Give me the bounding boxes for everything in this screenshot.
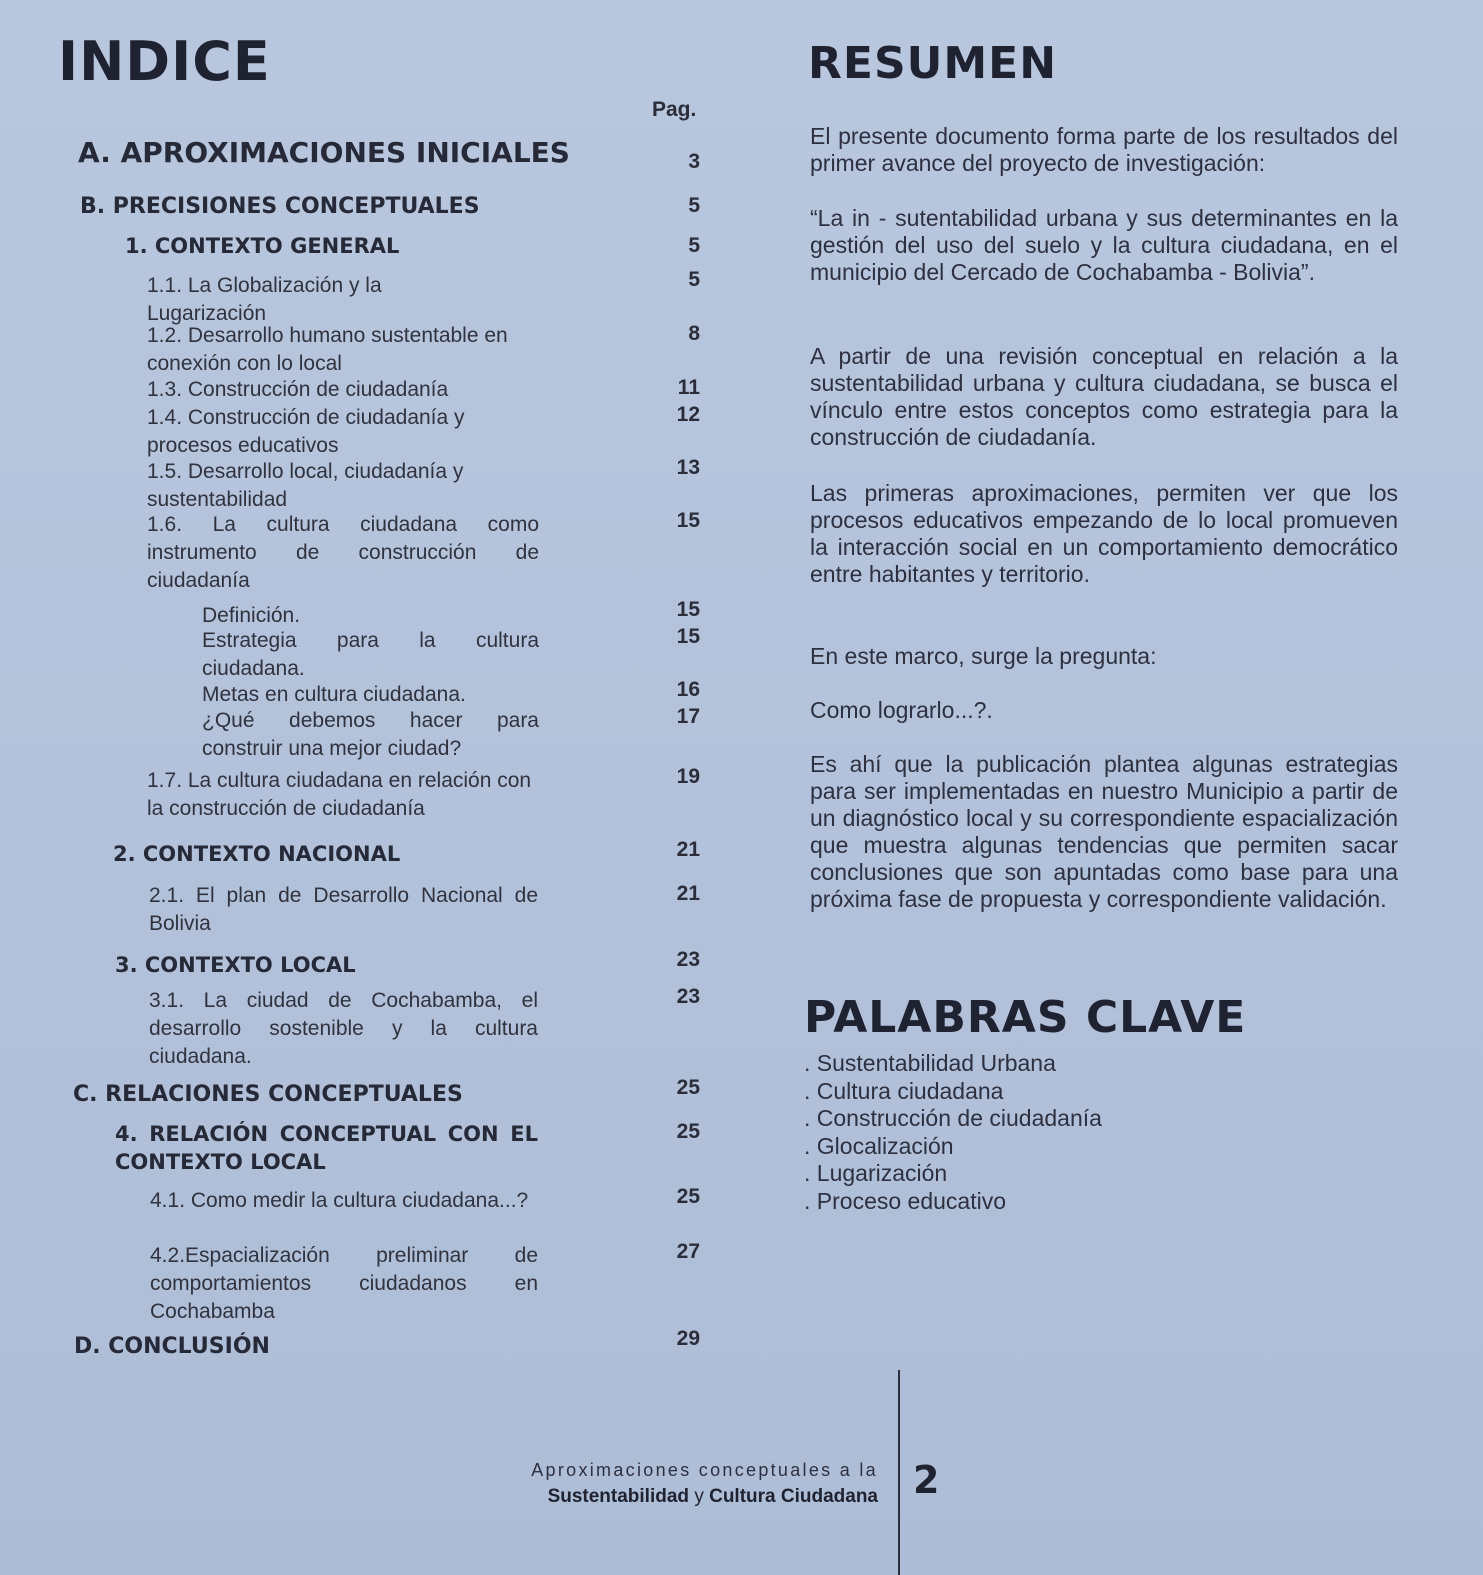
toc-entry-page: 21 [676, 882, 700, 905]
toc-entry-page: 5 [688, 268, 700, 291]
resumen-paragraph: En este marco, surge la pregunta: [810, 643, 1157, 669]
resumen-paragraph: Las primeras aproximaciones, permiten ver que los procesos educativos empezando de lo local promueven la interacción social en un comportamiento democrático entre habitantes y territorio. [810, 480, 1398, 587]
toc-entry-text: B. PRECISIONES CONCEPTUALES [80, 194, 480, 219]
footer-divider [898, 1370, 900, 1575]
toc-entry-text: D. CONCLUSIÓN [74, 1334, 270, 1359]
toc-entry-text: 1.2. Desarrollo humano sustentable en conexión con lo local [147, 324, 508, 375]
toc-entry-page: 5 [688, 234, 700, 257]
keyword-item: . Construcción de ciudadanía [804, 1105, 1102, 1131]
toc-entry-text: 2. CONTEXTO NACIONAL [113, 842, 401, 866]
resumen-paragraph: “La in - sutentabilidad urbana y sus determinantes en la gestión del uso del suelo y la cultura ciudadana, en el municipio del Cercado de Cochabamba - Bolivia”. [810, 205, 1398, 285]
toc-entry-text: Definición. [202, 604, 301, 627]
footer-title-connector: y [694, 1486, 704, 1507]
toc-entry-page: 15 [676, 509, 700, 532]
keywords-list [804, 1050, 1102, 1215]
toc-entry-text: Metas en cultura ciudadana. [202, 683, 466, 706]
toc-entry-page: 3 [688, 150, 700, 173]
footer-title-part: Cultura Ciudadana [709, 1486, 878, 1507]
toc-entry-text: 1.4. Construcción de ciudadanía y procesos educativos [147, 406, 465, 457]
toc-entry-text: 1.3. Construcción de ciudadanía [147, 378, 449, 401]
toc-entry-page: 25 [676, 1120, 700, 1143]
toc-entry-page: 8 [688, 322, 700, 345]
toc-entry-text: 1. CONTEXTO GENERAL [125, 234, 400, 258]
footer-title-part: Sustentabilidad [547, 1486, 690, 1507]
toc-entry-text: 1.7. La cultura ciudadana en relación con la construcción de ciudadanía [147, 769, 532, 820]
toc-entry-page: 23 [676, 985, 700, 1008]
toc-entry-text: 1.5. Desarrollo local, ciudadanía y sustentabilidad [147, 460, 464, 511]
toc-entry-page: 11 [677, 376, 700, 399]
toc-entry-page: 13 [676, 456, 700, 479]
toc-entry-page: 19 [676, 765, 700, 788]
toc-entry-text: Estrategia para la cultura ciudadana. [202, 629, 539, 680]
toc-entry-text: 1.6. La cultura ciudadana como instrumento de construcción de ciudadanía [147, 513, 539, 592]
toc-entry-page: 29 [676, 1327, 700, 1350]
resumen-paragraph: Como lograrlo...?. [810, 697, 993, 723]
footer-subtitle: Aproximaciones conceptuales a la [531, 1460, 878, 1480]
toc-entry-text: 1.1. La Globalización y la Lugarización [147, 274, 382, 325]
toc-entry-page: 15 [676, 625, 700, 648]
toc-entry-page: 15 [676, 598, 700, 621]
toc-entry-text: A. APROXIMACIONES INICIALES [78, 136, 570, 169]
keyword-item: . Lugarización [804, 1160, 948, 1186]
toc-entry-page: 12 [676, 403, 700, 426]
toc-entry-page: 27 [676, 1240, 700, 1263]
keyword-item: . Glocalización [804, 1132, 954, 1159]
resumen-paragraph: El presente documento forma parte de los resultados del primer avance del proyecto de investigación: [810, 123, 1398, 176]
toc-entry-page: 25 [676, 1076, 700, 1099]
toc-entry-text: 3. CONTEXTO LOCAL [115, 953, 356, 977]
toc-entry-text: C. RELACIONES CONCEPTUALES [73, 1082, 463, 1107]
toc-entry-text: 2.1. El plan de Desarrollo Nacional de Bolivia [149, 884, 538, 935]
index-title: INDICE [58, 30, 271, 93]
toc-entry-text: 4. RELACIÓN CONCEPTUAL CON EL CONTEXTO LOCAL [115, 1122, 538, 1174]
resumen-paragraph: Es ahí que la publicación plantea algunas estrategias para ser implementadas en nuestro Municipio a partir de un diagnóstico local y su correspondiente espacialización que muestra algunas tendencias que permiten sacar conclusiones que son apuntadas como base para una próxima fase de propuesta y correspondiente validación. [810, 751, 1398, 912]
toc-entry-page: 21 [676, 838, 700, 861]
keyword-item: . Cultura ciudadana [804, 1077, 1004, 1104]
page-number: 2 [913, 1458, 940, 1502]
footer-title [476, 1486, 878, 1508]
page-column-label: Pag. [652, 98, 697, 121]
toc-entry-page: 5 [688, 194, 700, 217]
toc-entry-page: 23 [676, 948, 700, 971]
toc-entry-text: ¿Qué debemos hacer para construir una mejor ciudad? [202, 709, 539, 760]
resumen-paragraph: A partir de una revisión conceptual en relación a la sustentabilidad urbana y cultura ciudadana, se busca el vínculo entre estos conceptos como estrategia para la construcción de ciudadanía. [810, 343, 1398, 450]
toc-entry-text: 3.1. La ciudad de Cochabamba, el desarrollo sostenible y la cultura ciudadana. [149, 989, 538, 1068]
toc-entry-page: 25 [676, 1185, 700, 1208]
toc-entry-page: 16 [676, 678, 700, 701]
toc-entry-text: 4.2.Espacialización preliminar de comportamientos ciudadanos en Cochabamba [150, 1244, 538, 1323]
toc-entry-text: 4.1. Como medir la cultura ciudadana...? [150, 1189, 529, 1212]
keywords-title: PALABRAS CLAVE [804, 992, 1247, 1043]
keyword-item: . Proceso educativo [804, 1187, 1007, 1214]
keyword-item: . Sustentabilidad Urbana [804, 1050, 1056, 1076]
toc-entry-page: 17 [676, 705, 700, 728]
resumen-title: RESUMEN [808, 38, 1058, 89]
